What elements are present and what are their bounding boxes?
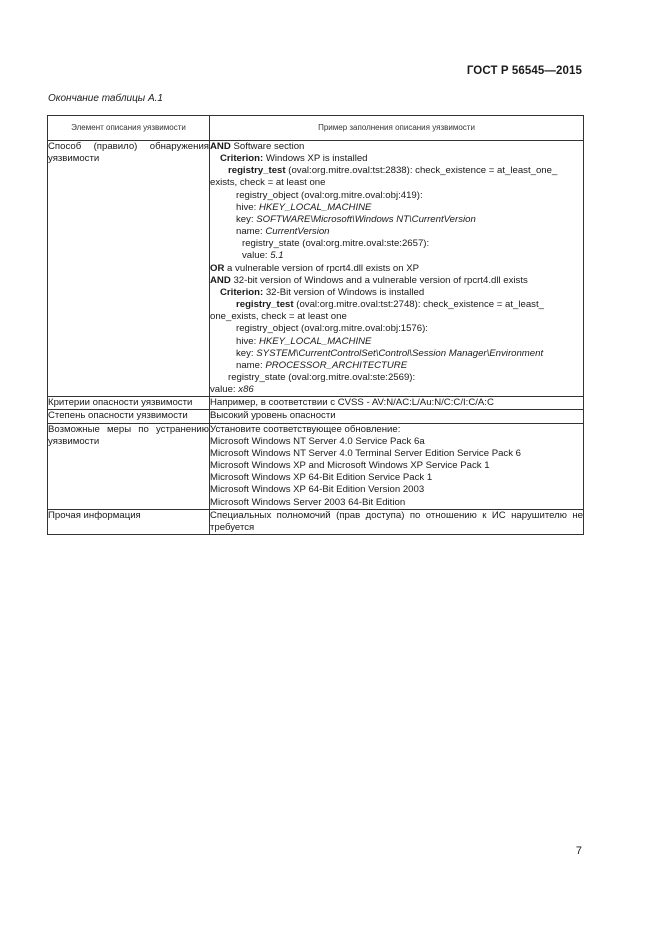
rule-line: registry_test (oval:org.mitre.oval:tst:2748): check_existence = at_least_	[236, 299, 544, 311]
rule-line: Criterion: Windows XP is installed	[220, 153, 368, 165]
remediation-line: Microsoft Windows XP 64-Bit Edition Service Pack 1	[210, 472, 433, 484]
rule-line: registry_state (oval:org.mitre.oval:ste:2657):	[242, 238, 430, 250]
rule-line: registry_state (oval:org.mitre.oval:ste:2569):	[228, 371, 416, 383]
rule-line: hive: HKEY_LOCAL_MACHINE	[236, 201, 372, 213]
column-header-example: Пример заполнения описания уязвимости	[210, 116, 584, 141]
row-label-severity-level: Степень опасности уязвимости	[48, 410, 210, 423]
rule-line: one_exists, check = at least one	[210, 311, 347, 323]
rule-line: name: PROCESSOR_ARCHITECTURE	[236, 359, 408, 371]
remediation-line: Microsoft Windows NT Server 4.0 Terminal Server Edition Service Pack 6	[210, 447, 522, 459]
remediation-content	[210, 423, 584, 509]
remediation-line: Установите соответствующее обновление:	[210, 423, 401, 435]
rule-line: name: CurrentVersion	[236, 226, 330, 238]
row-label-detection-rule: Способ (правило) обнаружения уязвимости	[48, 141, 210, 397]
remediation-line: Microsoft Windows NT Server 4.0 Service Pack 6a	[210, 435, 425, 447]
table-row-other-info	[48, 509, 584, 534]
remediation-line: Microsoft Windows XP 64-Bit Edition Version 2003	[210, 484, 425, 496]
table-row-remediation	[48, 423, 584, 509]
table-header-row	[48, 116, 584, 141]
severity-level-value: Высокий уровень опасности	[210, 410, 584, 423]
table-row-detection-rule	[48, 141, 584, 397]
page-number: 7	[575, 845, 582, 857]
table-row-severity-criteria	[48, 397, 584, 410]
row-label-severity-criteria: Критерии опасности уязвимости	[48, 397, 210, 410]
column-header-element: Элемент описания уязвимости	[48, 116, 210, 141]
remediation-line: Microsoft Windows Server 2003 64-Bit Edition	[210, 496, 406, 508]
severity-criteria-value: Например, в соответствии с CVSS - AV:N/AC:L/Au:N/C:C/I:C/A:C	[210, 397, 584, 410]
other-info-value: Специальных полномочий (прав доступа) по отношению к ИС нарушителю не требуется	[210, 509, 583, 533]
row-label-other-info: Прочая информация	[48, 509, 210, 534]
table-row-severity-level	[48, 410, 584, 423]
vulnerability-table	[47, 115, 584, 535]
rule-line: exists, check = at least one	[210, 177, 326, 189]
rule-line: Criterion: 32-Bit version of Windows is installed	[220, 286, 425, 298]
table-caption: Окончание таблицы А.1	[48, 93, 163, 104]
rule-line: registry_test (oval:org.mitre.oval:tst:2838): check_existence = at_least_one_	[228, 165, 558, 177]
rule-line: key: SOFTWARE\Microsoft\Windows NT\CurrentVersion	[236, 213, 476, 225]
rule-line: value: x86	[210, 384, 254, 396]
remediation-line: Microsoft Windows XP and Microsoft Windows XP Service Pack 1	[210, 460, 490, 472]
rule-line: AND 32-bit version of Windows and a vulnerable version of rpcrt4.dll exists	[210, 274, 528, 286]
rule-line: OR a vulnerable version of rpcrt4.dll exists on XP	[210, 262, 420, 274]
rule-line: registry_object (oval:org.mitre.oval:obj:1576):	[236, 323, 428, 335]
document-code: ГОСТ Р 56545—2015	[466, 65, 582, 77]
rule-line: hive: HKEY_LOCAL_MACHINE	[236, 335, 372, 347]
rule-line: registry_object (oval:org.mitre.oval:obj:419):	[236, 189, 423, 201]
rule-line: value: 5.1	[242, 250, 284, 262]
row-label-remediation: Возможные меры по устранению уязвимости	[48, 423, 210, 509]
rule-line: AND Software section	[210, 141, 305, 152]
detection-rule-content	[210, 141, 584, 397]
rule-line: key: SYSTEM\CurrentControlSet\Control\Session Manager\Environment	[236, 347, 544, 359]
